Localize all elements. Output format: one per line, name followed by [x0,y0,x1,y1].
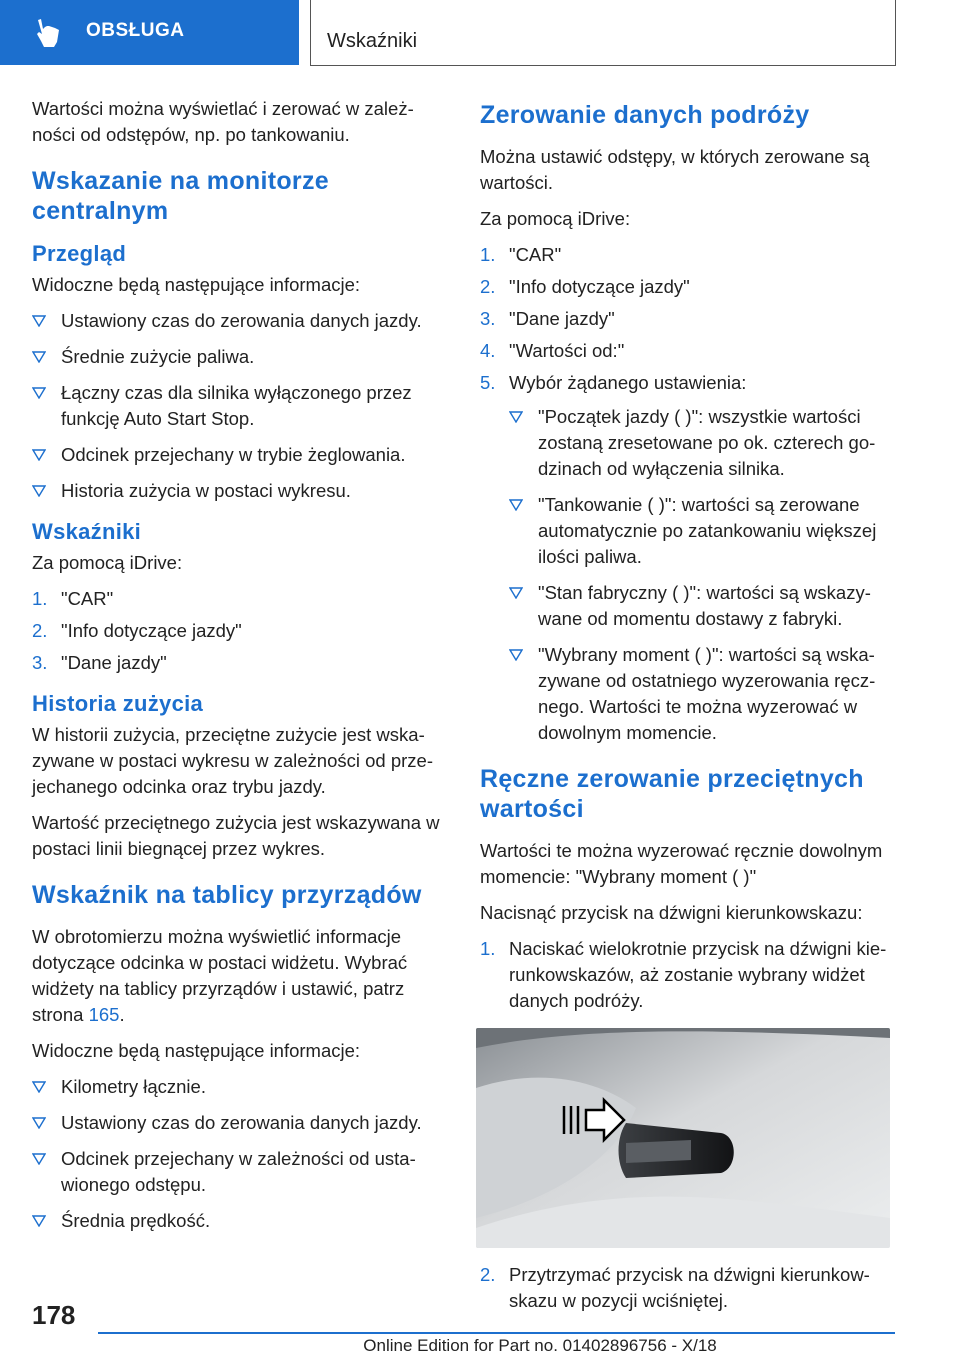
page-link[interactable]: 165 [88,1004,120,1025]
heading-overview: Przegląd [32,241,127,266]
turn-signal-lever-photo [476,1028,890,1248]
list-item: Kilometry łącznie. [32,1074,442,1100]
cluster-text: W obrotomierzu można wyświetlić informacje dotyczące odcinka w postaci widżetu. Wybrać widżety na tablicy przyrządów i ustawić, patrz strona 165. [32,926,408,1025]
triangle-bullet-icon [32,387,46,399]
list-item: Odcinek przejechany w trybie żeglowania. [32,442,442,468]
triangle-bullet-icon [32,1153,46,1165]
list-item: 1. Naciskać wielokrotnie przycisk na dźwigni kie-runkowskazów, aż zostanie wybrany widżet danych podróży. [480,938,887,1011]
manual-steps-a [480,936,900,1014]
reset-text-2: Za pomocą iDrive: [480,208,631,229]
list-item: 1. "CAR" [32,588,114,609]
edition-note: Online Edition for Part no. 01402896756 - X/18 [363,1336,717,1355]
triangle-bullet-icon [509,411,523,423]
heading-history: Historia zużycia [32,691,204,716]
history-text-2: Wartość przeciętnego zużycia jest wskazywana w postaci linii biegnącej przez wykres. [32,812,440,859]
manual-text-1: Wartości te można wyzerować ręcznie dowolnym momencie: "Wybrany moment ( )" [480,840,883,887]
list-item: 2. "Info dotyczące jazdy" [32,620,242,641]
list-item: 5. Wybór żądanego ustawienia: "Początek jazdy ( )": wszystkie wartości zostaną zresetowane po ok. czterech go-dzinach od wyłączenia silnika. "Tankowanie ( )": wartości są zerowane automatycznie po zatankowaniu większej ilości paliwa. "Stan fabryczny ( )": wartości są wskazy-wane od momentu dostawy z fabryki. "Wybrany moment ( )": wartości są wska-zywane od ostatniego wyzerowania ręcz-nego. Wartości te można wyzerować w dowolnym momencie. [480,370,900,746]
triangle-bullet-icon [32,449,46,461]
list-item: "Początek jazdy ( )": wszystkie wartości zostaną zresetowane po ok. czterech go-dzinach od wyłączenia silnika. [509,404,900,482]
header-box [310,0,896,66]
history-text-1: W historii zużycia, przeciętne zużycie jest wska-zywane w postaci wykresu w zależności od prze-jechanego odcinka oraz trybu jazdy. [32,724,433,797]
triangle-bullet-icon [32,485,46,497]
cluster-intro: Widoczne będą następujące informacje: [32,1040,361,1061]
overview-intro: Widoczne będą następujące informacje: [32,274,361,295]
list-item: 2. Przytrzymać przycisk na dźwigni kierunkow-skazu w pozycji wciśniętej. [480,1264,870,1311]
list-item: Ustawiony czas do zerowania danych jazdy. [32,308,442,334]
triangle-bullet-icon [32,1215,46,1227]
triangle-bullet-icon [509,649,523,661]
list-item: 4. "Wartości od:" [480,340,625,361]
list-item: Średnie zużycie paliwa. [32,344,442,370]
right-column [480,100,900,1328]
manual-steps-b [480,1262,900,1314]
cluster-list [32,1074,442,1234]
reset-steps [480,242,900,746]
list-item: 2. "Info dotyczące jazdy" [480,276,690,297]
left-column [32,96,442,1248]
section-tab[interactable] [0,0,299,65]
triangle-bullet-icon [32,1081,46,1093]
page-number: 178 [32,1300,76,1330]
triangle-bullet-icon [32,351,46,363]
list-item: Historia zużycia w postaci wykresu. [32,478,442,504]
reset-options [509,404,900,746]
overview-list [32,308,442,504]
triangle-bullet-icon [32,1117,46,1129]
list-item: "Stan fabryczny ( )": wartości są wskazy-wane od momentu dostawy z fabryki. [509,580,900,632]
indicators-intro: Za pomocą iDrive: [32,552,183,573]
list-item: "Tankowanie ( )": wartości są zerowane automatycznie po zatankowaniu większej ilości paliwa. [509,492,900,570]
triangle-bullet-icon [32,315,46,327]
touch-hand-icon [28,15,72,51]
list-item: Odcinek przejechany w zależności od usta-wionego odstępu. [32,1146,442,1198]
page-title: Wskaźniki [327,30,418,52]
list-item: Łączny czas dla silnika wyłączonego przez funkcję Auto Start Stop. [32,380,442,432]
triangle-bullet-icon [509,499,523,511]
reset-text-1: Można ustawić odstępy, w których zerowane są wartości. [480,146,870,193]
list-item: Średnia prędkość. [32,1208,442,1234]
heading-indicators: Wskaźniki [32,519,142,544]
triangle-bullet-icon [509,587,523,599]
heading-central-display: Wskazanie na monitorze centralnym [32,167,329,225]
heading-trip-reset: Zerowanie danych podróży [480,101,810,129]
list-item: 3. "Dane jazdy" [32,652,167,673]
list-item: 1. "CAR" [480,244,562,265]
list-item: 3. "Dane jazdy" [480,308,615,329]
list-item: Ustawiony czas do zerowania danych jazdy. [32,1110,442,1136]
list-item: "Wybrany moment ( )": wartości są wska-zywane od ostatniego wyzerowania ręcz-nego. Wartości te można wyzerować w dowolnym momencie. [509,642,900,746]
section-label: OBSŁUGA [86,20,185,41]
footer-divider [98,1332,895,1334]
heading-instrument-cluster: Wskaźnik na tablicy przyrządów [32,881,422,909]
intro-text: Wartości można wyświetlać i zerować w zależ-ności od odstępów, np. po tankowaniu. [32,98,414,145]
manual-text-2: Nacisnąć przycisk na dźwigni kierunkowskazu: [480,902,863,923]
indicators-steps [32,586,442,676]
heading-manual-reset: Ręczne zerowanie przeciętnych wartości [480,765,864,823]
